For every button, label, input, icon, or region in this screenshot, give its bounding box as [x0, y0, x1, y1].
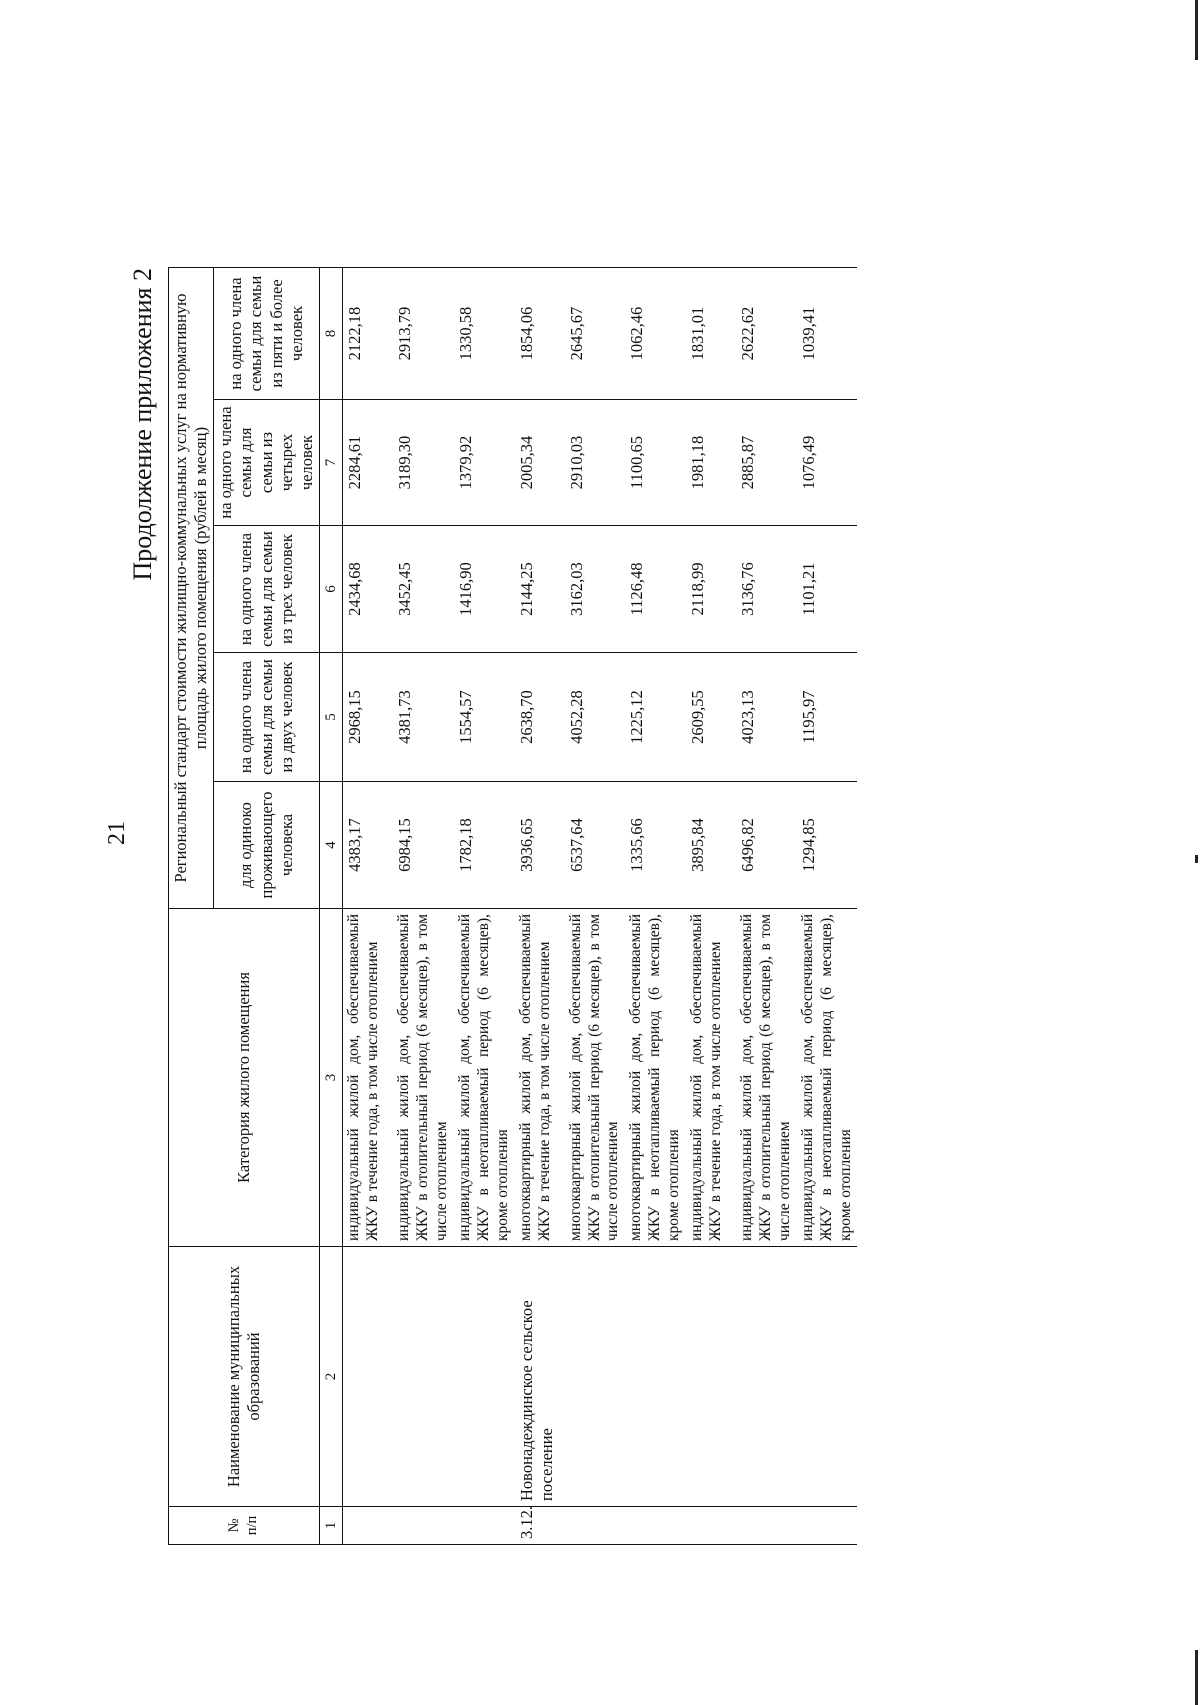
row-number: 3.12. — [515, 1507, 565, 1545]
value-single: 3936,65 — [515, 782, 565, 909]
value-single: 6984,15 — [393, 782, 454, 909]
value-three: 3136,76 — [736, 526, 797, 653]
value-five-plus: 1831,01 — [686, 268, 736, 400]
column-number: 2 — [319, 1247, 342, 1507]
header-category: Категория жилого помещения — [169, 909, 320, 1247]
value-two: 4052,28 — [565, 653, 626, 782]
value-two: 4381,73 — [393, 653, 454, 782]
value-four: 1981,18 — [686, 400, 736, 526]
housing-category: индивидуальный жилой дом, обеспечиваемый ЖКУ в течение года, в том числе отоплением — [686, 909, 736, 1247]
row-number — [393, 1507, 454, 1545]
row-number — [736, 1507, 797, 1545]
value-five-plus: 1062,46 — [625, 268, 686, 400]
value-three: 3162,03 — [565, 526, 626, 653]
column-number: 1 — [319, 1507, 342, 1545]
value-single: 4383,17 — [343, 782, 394, 909]
value-single: 1335,66 — [625, 782, 686, 909]
value-four: 1379,92 — [454, 400, 515, 526]
value-five-plus: 1330,58 — [454, 268, 515, 400]
value-four: 3189,30 — [393, 400, 454, 526]
value-single: 1294,85 — [797, 782, 858, 909]
value-three: 3452,45 — [393, 526, 454, 653]
value-four: 1076,49 — [797, 400, 858, 526]
value-two: 2968,15 — [343, 653, 394, 782]
housing-cost-table — [168, 267, 857, 1545]
column-number: 4 — [319, 782, 342, 909]
table-row — [797, 268, 858, 1545]
municipality-name — [454, 1247, 515, 1507]
table-row — [565, 268, 626, 1545]
value-three: 2144,25 — [515, 526, 565, 653]
value-single: 1782,18 — [454, 782, 515, 909]
row-number — [625, 1507, 686, 1545]
table-row — [625, 268, 686, 1545]
value-five-plus: 1854,06 — [515, 268, 565, 400]
value-five-plus: 2913,79 — [393, 268, 454, 400]
table-row — [454, 268, 515, 1545]
value-five-plus: 2645,67 — [565, 268, 626, 400]
table-row — [515, 268, 565, 1545]
header-regional-standard: Региональный стандарт стоимости жилищно-коммунальных услуг на нормативную площадь жилого помещения (рублей в месяц) — [169, 268, 214, 909]
header-single: для одиноко проживающего человека — [214, 782, 320, 909]
municipality-name — [686, 1247, 736, 1507]
value-four: 2910,03 — [565, 400, 626, 526]
value-three: 1126,48 — [625, 526, 686, 653]
table-row — [736, 268, 797, 1545]
value-single: 6537,64 — [565, 782, 626, 909]
value-single: 6496,82 — [736, 782, 797, 909]
column-number: 3 — [319, 909, 342, 1247]
continuation-title: Продолжение приложения 2 — [128, 268, 157, 581]
row-number — [454, 1507, 515, 1545]
value-five-plus: 1039,41 — [797, 268, 858, 400]
value-four: 2005,34 — [515, 400, 565, 526]
header-four: на одного члена семьи для семьи из четырех человек — [214, 400, 320, 526]
housing-category: многоквартирный жилой дом, обеспечиваемый ЖКУ в неотапливаемый период (6 месяцев), кроме отопления — [625, 909, 686, 1247]
header-number: № п/п — [169, 1507, 320, 1545]
value-three: 1101,21 — [797, 526, 858, 653]
header-municipality: Наименование муниципальных образований — [169, 1247, 320, 1507]
value-five-plus: 2622,62 — [736, 268, 797, 400]
header-three: на одного члена семьи для семьи из трех человек — [214, 526, 320, 653]
value-two: 4023,13 — [736, 653, 797, 782]
value-two: 1554,57 — [454, 653, 515, 782]
row-number — [565, 1507, 626, 1545]
column-number: 5 — [319, 653, 342, 782]
municipality-name — [736, 1247, 797, 1507]
housing-category: многоквартирный жилой дом, обеспечиваемый ЖКУ в отопительный период (6 месяцев), в том числе отоплением — [565, 909, 626, 1247]
value-two: 2638,70 — [515, 653, 565, 782]
municipality-name — [565, 1247, 626, 1507]
column-number: 7 — [319, 400, 342, 526]
column-number: 8 — [319, 268, 342, 400]
row-number — [797, 1507, 858, 1545]
housing-category: индивидуальный жилой дом, обеспечиваемый ЖКУ в неотапливаемый период (6 месяцев), кроме отопления — [454, 909, 515, 1247]
value-two: 1195,97 — [797, 653, 858, 782]
housing-category: индивидуальный жилой дом, обеспечиваемый ЖКУ в отопительный период (6 месяцев), в том числе отоплением — [393, 909, 454, 1247]
value-four: 2284,61 — [343, 400, 394, 526]
table-row — [343, 268, 394, 1545]
housing-category: индивидуальный жилой дом, обеспечиваемый ЖКУ в течение года, в том числе отоплением — [343, 909, 394, 1247]
municipality-name — [343, 1247, 394, 1507]
value-five-plus: 2122,18 — [343, 268, 394, 400]
value-three: 2118,99 — [686, 526, 736, 653]
value-two: 2609,55 — [686, 653, 736, 782]
value-four: 1100,65 — [625, 400, 686, 526]
row-number — [686, 1507, 736, 1545]
table-row — [686, 268, 736, 1545]
housing-category: многоквартирный жилой дом, обеспечиваемый ЖКУ в течение года, в том числе отоплением — [515, 909, 565, 1247]
municipality-name — [797, 1247, 858, 1507]
header-five-plus: на одного члена семьи для семьи из пяти и более человек — [214, 268, 320, 400]
value-four: 2885,87 — [736, 400, 797, 526]
value-three: 2434,68 — [343, 526, 394, 653]
municipality-name: Новонадеждинское сельское поселение — [515, 1247, 565, 1507]
value-single: 3895,84 — [686, 782, 736, 909]
value-two: 1225,12 — [625, 653, 686, 782]
row-number — [343, 1507, 394, 1545]
page-number: 21 — [104, 821, 130, 845]
column-number: 6 — [319, 526, 342, 653]
value-three: 1416,90 — [454, 526, 515, 653]
municipality-name — [625, 1247, 686, 1507]
housing-category: индивидуальный жилой дом, обеспечиваемый ЖКУ в отопительный период (6 месяцев), в том числе отоплением — [736, 909, 797, 1247]
header-two: на одного члена семьи для семьи из двух человек — [214, 653, 320, 782]
housing-category: индивидуальный жилой дом, обеспечиваемый ЖКУ в неотапливаемый период (6 месяцев), кроме отопления — [797, 909, 858, 1247]
table-row — [393, 268, 454, 1545]
municipality-name — [393, 1247, 454, 1507]
